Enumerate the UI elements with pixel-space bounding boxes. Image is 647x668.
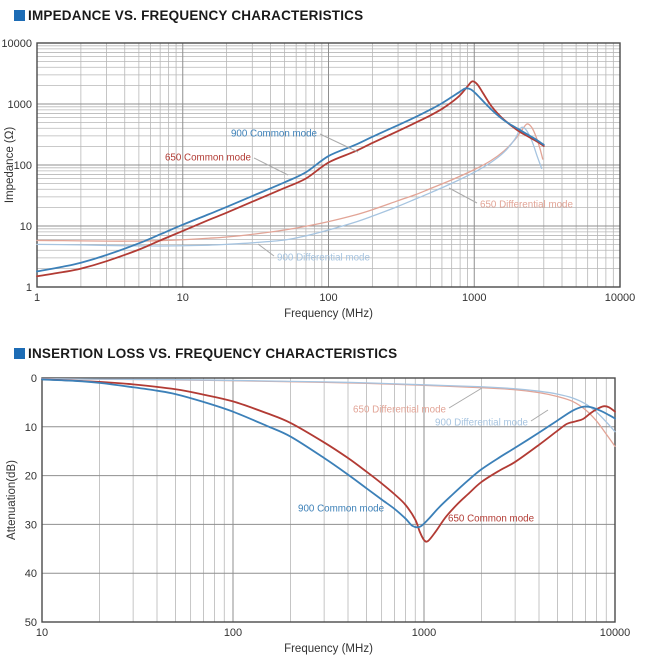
insertion-loss-frequency-chart <box>0 368 647 668</box>
impedance-title-text: IMPEDANCE VS. FREQUENCY CHARACTERISTICS <box>28 8 364 23</box>
title-bullet-icon <box>14 348 25 359</box>
x-axis-title: Frequency (MHz) <box>284 308 373 320</box>
y-axis-title: Attenuation(dB) <box>6 460 18 540</box>
x-tick-label: 1000 <box>411 627 437 639</box>
650-differential-mode-curve <box>37 124 543 241</box>
insertion-loss-title-text: INSERTION LOSS VS. FREQUENCY CHARACTERISTICS <box>28 346 398 361</box>
y-tick-label: 10 <box>24 421 37 434</box>
y-tick-label: 50 <box>24 617 37 629</box>
curve-label: 650 Common mode <box>448 513 535 525</box>
x-axis-title: Frequency (MHz) <box>284 643 373 655</box>
impedance-section-title <box>14 8 363 23</box>
x-tick-label: 10 <box>35 627 49 639</box>
insertion-loss-section-title <box>14 346 397 361</box>
y-tick-label: 30 <box>24 519 37 532</box>
x-tick-label: 10000 <box>599 627 631 639</box>
y-tick-label: 10 <box>19 221 32 233</box>
y-tick-label: 0 <box>30 373 37 385</box>
curve-label: 650 Differential mode <box>480 199 573 211</box>
x-tick-label: 10000 <box>604 292 636 304</box>
curve-label: 900 Common mode <box>230 128 317 140</box>
y-axis-title: Impedance (Ω) <box>4 126 16 204</box>
curve-label: 900 Common mode <box>298 503 385 515</box>
y-tick-label: 100 <box>13 160 32 172</box>
x-tick-label: 1000 <box>462 292 487 304</box>
650-differential-mode-curve <box>42 379 615 447</box>
curve-label: 650 Common mode <box>164 152 251 164</box>
x-tick-label: 10 <box>176 292 189 304</box>
x-tick-label: 100 <box>319 292 338 304</box>
curve-label: 650 Differential mode <box>353 404 446 416</box>
curve-label: 900 Differential mode <box>435 417 528 429</box>
x-tick-label: 1 <box>33 292 41 304</box>
y-tick-label: 1 <box>25 282 32 294</box>
y-tick-label: 1000 <box>7 99 32 111</box>
y-tick-label: 10000 <box>1 38 32 50</box>
title-bullet-icon <box>14 10 25 21</box>
y-tick-label: 20 <box>24 470 37 483</box>
y-tick-label: 40 <box>24 568 37 581</box>
curve-label: 900 Differential mode <box>277 252 370 264</box>
x-tick-label: 100 <box>223 627 243 639</box>
impedance-frequency-chart <box>0 30 647 330</box>
